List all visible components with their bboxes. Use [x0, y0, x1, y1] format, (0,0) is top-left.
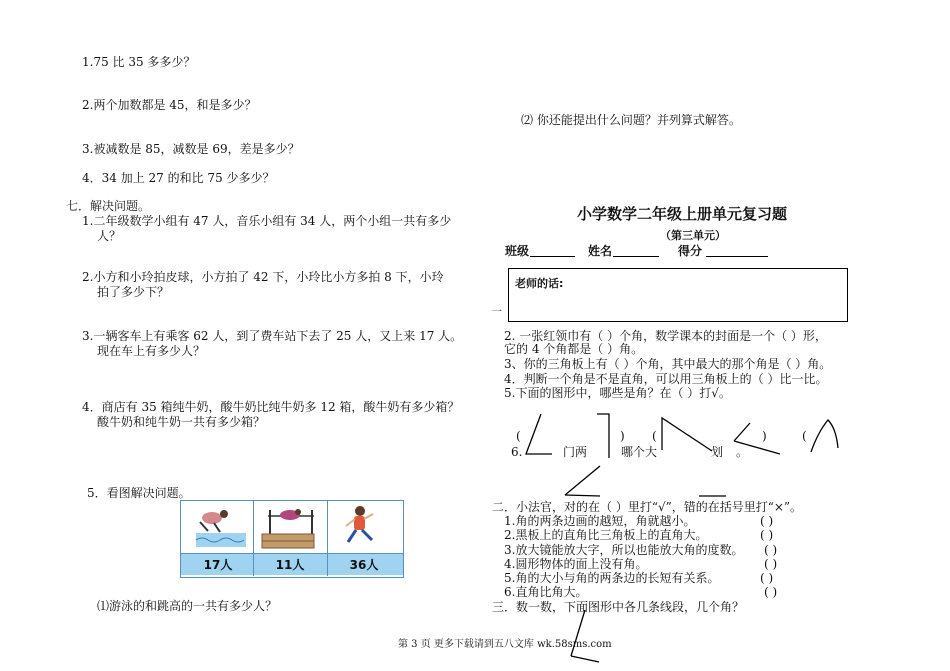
section7-heading: 七．解决问题。	[66, 199, 151, 213]
judge-paren-2: ( )	[760, 528, 774, 542]
problem-5-question-2: ⑵ 你还能提出什么问题？并列算式解答。	[521, 113, 741, 127]
shape-fragment-door: 门两	[563, 445, 588, 459]
shape-paren-3: (	[652, 429, 657, 443]
q6-item-1: 1.75 比 35 多多少？	[82, 55, 196, 69]
problem-2-line-2: 拍了多少下？	[97, 285, 170, 299]
shape-paren-1: (	[516, 429, 521, 443]
problem-1-line-2: 人？	[97, 229, 122, 243]
judge-item-2: 2.黑板上的直角比三角板上的直角大。	[504, 528, 708, 542]
count-high-jump: 11人	[275, 558, 305, 572]
shape-fragment-bigger: 哪个大	[621, 445, 658, 459]
class-label: 班级	[505, 244, 530, 258]
judge-item-5: 5.角的大小与角的两条边的长短有关系。	[504, 571, 720, 585]
section-1-mark: 一	[491, 305, 502, 318]
page-footer: 第 3 页 更多下载请到五八文库 wk.58sms.com	[398, 639, 612, 650]
fill-blank-5: 5.下面的图形中，哪些是角？在（ ）打√。	[504, 386, 731, 400]
section-2-heading: 二．小法官，对的在（ ）里打“√”，错的在括号里打“×”。	[492, 500, 803, 514]
section-3-heading: 三．数一数，下面图形中各几条线段，几个角？	[492, 600, 745, 614]
name-label: 姓名	[588, 244, 613, 258]
judge-paren-1: ( )	[760, 514, 774, 528]
q6-item-2: 2.两个加数都是 45，和是多少？	[82, 98, 257, 112]
shape-paren-4: )	[762, 429, 767, 443]
fill-blank-2-line-2: 它的 4 个角都是（ ）角。	[504, 342, 644, 356]
q6-item-3: 3.被减数是 85，减数是 69，差是多少？	[82, 142, 300, 156]
problem-5-question-1: ⑴游泳的和跳高的一共有多少人？	[97, 599, 278, 613]
problem-3-line-1: 3.一辆客车上有乘客 62 人，到了费车站下去了 25 人，又上来 17 人。	[82, 329, 463, 343]
page-subtitle: （第三单元）	[660, 229, 726, 242]
q6-item-4: 4．34 加上 27 的和比 75 少多少？	[82, 171, 275, 185]
count-swimming: 17人	[203, 558, 233, 572]
judge-item-3: 3.放大镜能放大字，所以也能放大角的度数。	[504, 543, 744, 557]
shape-paren-2: )	[620, 429, 625, 443]
count-running: 36人	[349, 558, 379, 572]
shape-fragment-period: 。	[736, 445, 749, 459]
problem-2-line-1: 2.小方和小玲拍皮球，小方拍了 42 下，小玲比小方多拍 8 下，小玲	[82, 270, 444, 284]
fill-blank-4: 4．判断一个角是不是直角，可以用三角板上的（ ）比一比。	[504, 372, 828, 386]
judge-item-1: 1.角的两条边画的越短，角就越小。	[504, 514, 696, 528]
problem-3-line-2: 现在车上有多少人？	[97, 344, 206, 358]
problem-5-heading: 5．看图解决问题。	[87, 486, 191, 500]
problem-1-line-1: 1.二年级数学小组有 47 人，音乐小组有 34 人，两个小组一共有多少	[82, 214, 452, 228]
score-label: 得分	[678, 244, 703, 258]
judge-item-4: 4.圆形物体的面上没有角。	[504, 557, 648, 571]
teacher-comment-label: 老师的话:	[515, 277, 564, 290]
judge-paren-6: ( )	[764, 585, 778, 599]
shape-fragment-6: 6.	[511, 445, 523, 459]
judge-paren-4: ( )	[764, 557, 778, 571]
judge-paren-3: ( )	[764, 543, 778, 557]
page-title: 小学数学二年级上册单元复习题	[577, 205, 788, 223]
fill-blank-3: 3、你的三角板上有（ ）个角，其中最大的那个角是（ ）角。	[504, 357, 832, 371]
shape-fragment-draw: 划	[711, 445, 724, 459]
problem-4-line-1: 4．商店有 35 箱纯牛奶，酸牛奶比纯牛奶多 12 箱，酸牛奶有多少箱？	[82, 400, 460, 414]
fill-blank-2-line-1: 2. 一张红领巾有（ ）个角，数学课本的封面是一个（ ）形，	[504, 329, 827, 343]
judge-paren-5: ( )	[760, 571, 774, 585]
judge-item-6: 6.直角比角大。	[504, 585, 588, 599]
problem-4-line-2: 酸牛奶和纯牛奶一共有多少箱？	[97, 415, 266, 429]
shape-paren-5: (	[802, 429, 807, 443]
